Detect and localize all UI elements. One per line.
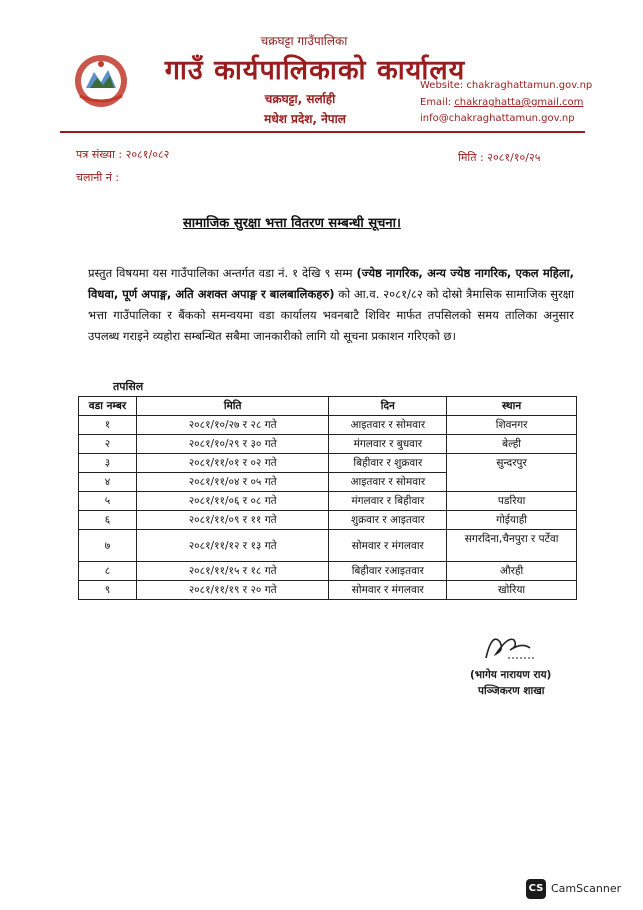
cell-ward: ७	[79, 530, 137, 562]
cell-date: २०८१/११/१९ र २० गते	[136, 581, 329, 600]
header-date: मिति	[136, 397, 329, 416]
body-intro: प्रस्तुत विषयमा यस गाउँपालिका अन्तर्गत वडा नं. १ देखि ९ सम्म	[88, 266, 357, 280]
cell-place: सगरदिना,चैनपुरा र पर्टेवा	[447, 530, 577, 562]
table-row	[79, 435, 577, 454]
cell-ward: १	[79, 416, 137, 435]
header-place: स्थान	[447, 397, 577, 416]
cell-ward: ६	[79, 511, 137, 530]
cell-ward: ८	[79, 562, 137, 581]
nepal-emblem-icon	[70, 52, 132, 110]
cell-place: बेल्ही	[447, 435, 577, 454]
cell-date: २०८१/११/०१ र ०२ गते	[136, 454, 329, 473]
signatory-role: पञ्जिकरण शाखा	[478, 685, 545, 697]
notice-body	[88, 263, 574, 347]
subject-heading: सामाजिक सुरक्षा भत्ता वितरण सम्बन्धी सूचना।	[183, 216, 401, 231]
body-rest: को आ.व. २०८१/८२ को दोस्रो त्रैमासिक सामाजिक सुरक्षा भत्ता गाउँपालिका र बैंकको समन्वयमा वडा कार्यालय भवनबाटै शिविर मार्फत तपसिलको समय तालिका अनुसार उपलब्ध गराइने व्यहोरा सम्बन्धित सबैमा जानकारीको लागि यो सूचना प्रकाशन गरिएको छ।	[88, 287, 574, 343]
cell-date: २०८१/११/१५ र १८ गते	[136, 562, 329, 581]
cell-ward: २	[79, 435, 137, 454]
province-line: मधेश प्रदेश, नेपाल	[264, 112, 346, 126]
email-line	[420, 97, 583, 108]
cell-date: २०८१/१०/२९ र ३० गते	[136, 435, 329, 454]
letter-date: मिति : २०८१/१०/२५	[458, 151, 541, 164]
signature-scribble-icon	[478, 628, 538, 668]
cell-ward: ९	[79, 581, 137, 600]
body-beneficiaries: (ज्येष्ठ नागरिक, अन्य ज्येष्ठ नागरिक, एकल महिला, विधवा, पूर्ण अपाङ्ग, अति अशक्त अपाङ्ग र बालबालिकहरु)	[88, 266, 574, 301]
cell-day: सोमवार र मंगलवार	[329, 581, 447, 600]
dispatch-number: चलानी नं :	[76, 171, 120, 184]
schedule-table	[78, 396, 577, 600]
cell-date: २०८१/११/१२ र १३ गते	[136, 530, 329, 562]
cell-day: आइतवार र सोमवार	[329, 416, 447, 435]
cell-place: शिवनगर	[447, 416, 577, 435]
municipality-name: चक्रघट्टा गाउँपालिका	[260, 34, 348, 48]
camscanner-logo-icon: CS	[526, 879, 546, 899]
table-row	[79, 416, 577, 435]
table-header-row	[79, 397, 577, 416]
reference-number: पत्र संख्या : २०८१/०८२	[76, 148, 170, 161]
table-row	[79, 492, 577, 511]
cell-place: गोईयाही	[447, 511, 577, 530]
cell-place: खोरिया	[447, 581, 577, 600]
camscanner-label: CamScanner	[551, 882, 622, 895]
website-text: Website: chakraghattamun.gov.np	[420, 80, 593, 91]
cell-date: २०८१/११/०४ र ०५ गते	[136, 473, 329, 492]
cell-ward: ५	[79, 492, 137, 511]
schedule-label: तपसिल	[113, 380, 144, 393]
email-label: Email:	[420, 97, 455, 108]
cell-date: २०८१/१०/२७ र २८ गते	[136, 416, 329, 435]
cell-day: आइतवार र सोमवार	[329, 473, 447, 492]
cell-day: बिहीवार रआइतवार	[329, 562, 447, 581]
cell-day: बिहीवार र शुक्रवार	[329, 454, 447, 473]
cell-day: मंगलवार र बिहीवार	[329, 492, 447, 511]
alt-email: info@chakraghattamun.gov.np	[420, 113, 575, 124]
cell-day: सोमवार र मंगलवार	[329, 530, 447, 562]
address-line: चक्रघट्टा, सर्लाही	[264, 92, 336, 106]
email-link[interactable]: chakraghatta@gmail.com	[454, 97, 584, 108]
cell-ward: ३	[79, 454, 137, 473]
header-ward: वडा नम्बर	[79, 397, 137, 416]
signatory-name: (भागेय नारायण राय)	[470, 669, 552, 681]
office-title: गाउँ कार्यपालिकाको कार्यालय	[164, 55, 466, 86]
table-row	[79, 511, 577, 530]
cell-place: सुन्दरपुर	[447, 454, 577, 492]
table-row	[79, 530, 577, 562]
header-divider	[60, 131, 585, 133]
cell-place: पडरिया	[447, 492, 577, 511]
table-row	[79, 454, 577, 473]
table-row	[79, 562, 577, 581]
cell-day: मंगलवार र बुधवार	[329, 435, 447, 454]
table-row	[79, 581, 577, 600]
cell-place: औरही	[447, 562, 577, 581]
header-day: दिन	[329, 397, 447, 416]
cell-date: २०८१/११/०९ र ११ गते	[136, 511, 329, 530]
cell-ward: ४	[79, 473, 137, 492]
cell-date: २०८१/११/०६ र ०८ गते	[136, 492, 329, 511]
cell-day: शुक्रवार र आइतवार	[329, 511, 447, 530]
